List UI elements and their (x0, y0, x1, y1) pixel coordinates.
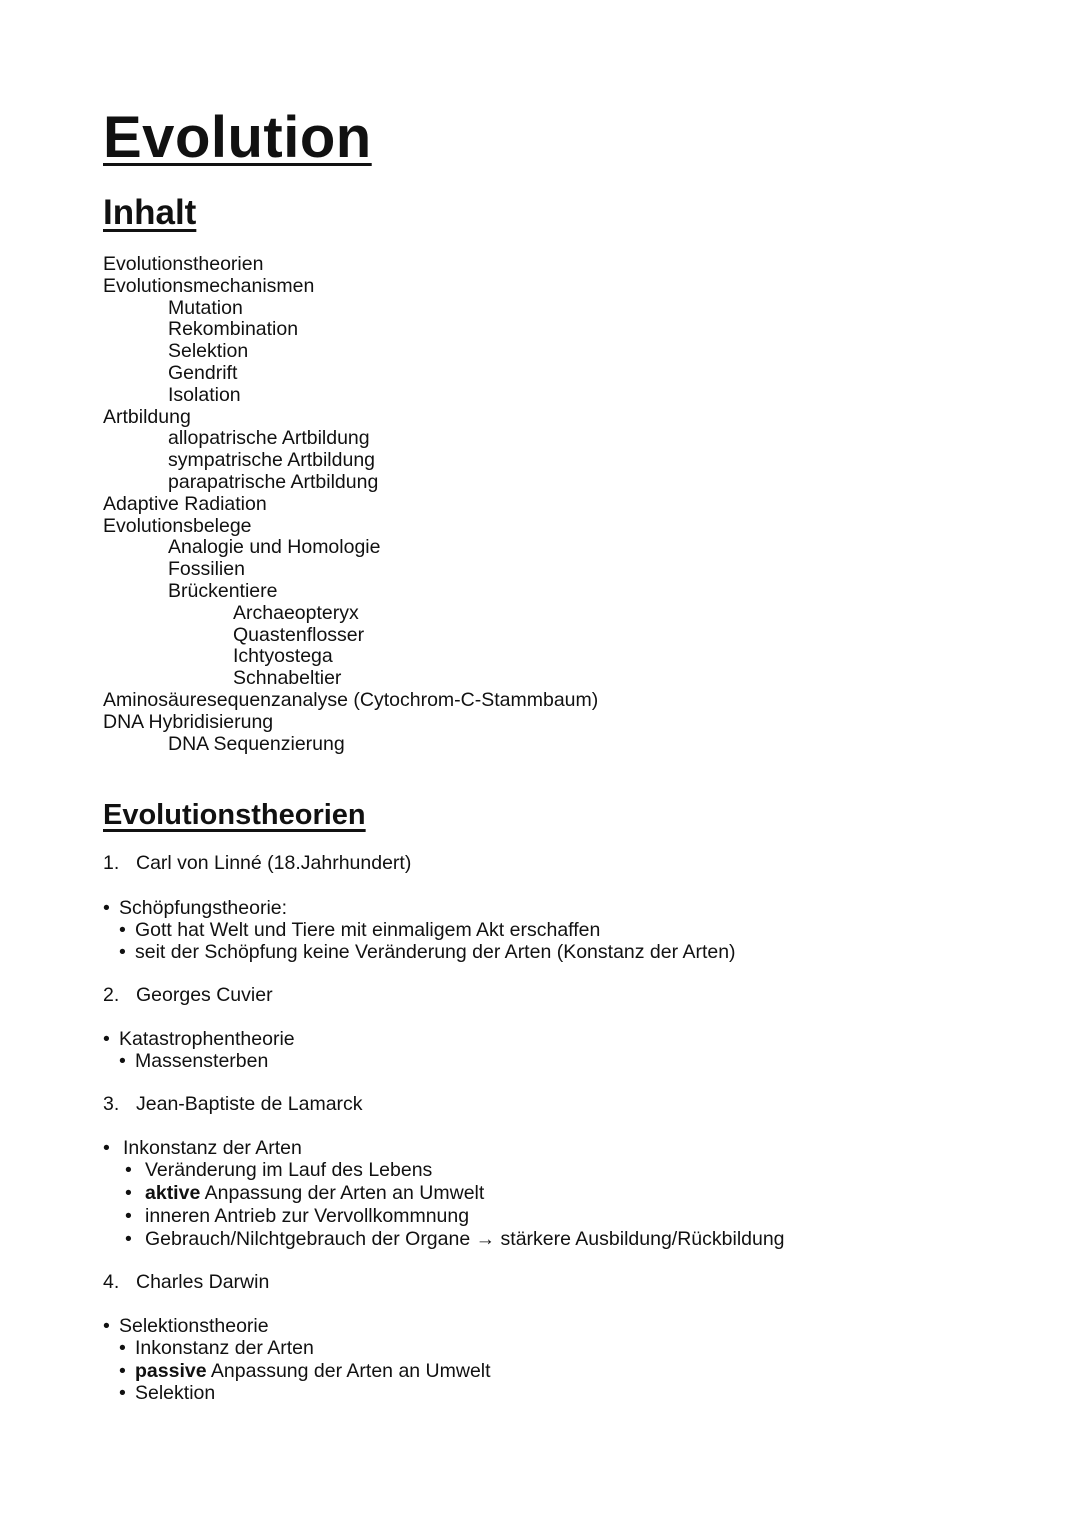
toc-item: Ichtyostega (233, 645, 333, 668)
theory-sub-point: • aktive Anpassung der Arten an Umwelt (125, 1182, 485, 1204)
theory-main-point: • Katastrophentheorie (103, 1028, 295, 1050)
theory-heading (103, 1094, 363, 1116)
theory-sub-point: • Veränderung im Lauf des Lebens (125, 1159, 433, 1181)
theory-number: 1. (103, 852, 120, 874)
theory-sub-point: • Inkonstanz der Arten (119, 1337, 314, 1359)
section-heading-evolutionstheorien: Evolutionstheorien (103, 799, 366, 831)
toc-item: DNA Sequenzierung (168, 732, 345, 755)
toc-item: Isolation (168, 383, 241, 406)
theory-name: Charles Darwin (136, 1271, 270, 1293)
toc-item: Mutation (168, 296, 243, 319)
theory-heading (103, 1272, 269, 1294)
toc-item: Quastenflosser (233, 623, 365, 646)
theory-main-point: • Schöpfungstheorie: (103, 897, 288, 919)
emphasis: passive (135, 1360, 207, 1382)
bullet-icon: • (125, 1205, 132, 1227)
page-title: Evolution (103, 105, 372, 170)
theory-main-point: • Selektionstheorie (103, 1315, 269, 1337)
theory-sub-point: • Massensterben (119, 1050, 269, 1072)
toc-item: allopatrische Artbildung (168, 427, 370, 450)
bullet-icon: • (119, 1050, 126, 1072)
contents-heading: Inhalt (103, 193, 197, 232)
toc-item: Evolutionstheorien (103, 253, 264, 275)
toc-item: Schnabeltier (233, 667, 342, 690)
toc-item: Archaeopteryx (233, 601, 359, 624)
theory-main-point: • Inkonstanz der Arten (103, 1137, 302, 1159)
bullet-icon: • (119, 1337, 126, 1359)
toc-item: sympatrische Artbildung (168, 449, 376, 472)
theory-name: Jean-Baptiste de Lamarck (136, 1093, 363, 1115)
bullet-icon: • (119, 919, 126, 941)
toc-item: Brückentiere (168, 579, 278, 602)
theory-sub-point: • seit der Schöpfung keine Veränderung der Arten (Konstanz der Arten) (119, 941, 736, 963)
emphasis: aktive (145, 1182, 201, 1204)
toc-item: Rekombination (168, 318, 299, 341)
toc-item: Adaptive Radiation (103, 492, 267, 515)
toc-item: Analogie und Homologie (168, 536, 381, 559)
theory-sub-point: • Gott hat Welt und Tiere mit einmaligem Akt erschaffen (119, 919, 601, 941)
toc-item: parapatrische Artbildung (168, 470, 379, 493)
toc-item: DNA Hybridisierung (103, 710, 274, 733)
toc-item: Evolutionsmechanismen (103, 274, 315, 297)
theory-sub-point: • Selektion (119, 1382, 216, 1404)
toc-item: Evolutionsbelege (103, 514, 252, 537)
toc-item: Fossilien (168, 558, 245, 581)
theory-number: 3. (103, 1093, 120, 1115)
toc-item: Selektion (168, 340, 249, 363)
theory-sub-point: • Gebrauch/Nilchtgebrauch der Organe → stärkere Ausbildung/Rückbildung (125, 1228, 785, 1250)
bullet-icon: • (119, 1382, 126, 1404)
bullet-icon: • (119, 941, 126, 963)
theory-heading (103, 853, 411, 875)
toc-item: Gendrift (168, 361, 238, 384)
theory-number: 2. (103, 984, 120, 1006)
bullet-icon: • (103, 897, 110, 919)
bullet-icon: • (125, 1159, 132, 1181)
bullet-icon: • (125, 1228, 132, 1250)
bullet-icon: • (119, 1360, 126, 1382)
bullet-icon: • (103, 1315, 110, 1337)
toc-item: Aminosäuresequenzanalyse (Cytochrom-C-Stammbaum) (103, 688, 599, 711)
table-of-contents (103, 254, 598, 755)
theory-sub-point: • passive Anpassung der Arten an Umwelt (119, 1360, 491, 1382)
theory-name: Carl von Linné (18.Jahrhundert) (136, 852, 412, 874)
bullet-icon: • (103, 1137, 110, 1159)
theory-sub-point: • inneren Antrieb zur Vervollkommnung (125, 1205, 470, 1227)
bullet-icon: • (125, 1182, 132, 1204)
theory-number: 4. (103, 1271, 120, 1293)
theory-name: Georges Cuvier (136, 984, 273, 1006)
toc-item: Artbildung (103, 405, 191, 428)
theory-heading (103, 985, 273, 1007)
bullet-icon: • (103, 1028, 110, 1050)
